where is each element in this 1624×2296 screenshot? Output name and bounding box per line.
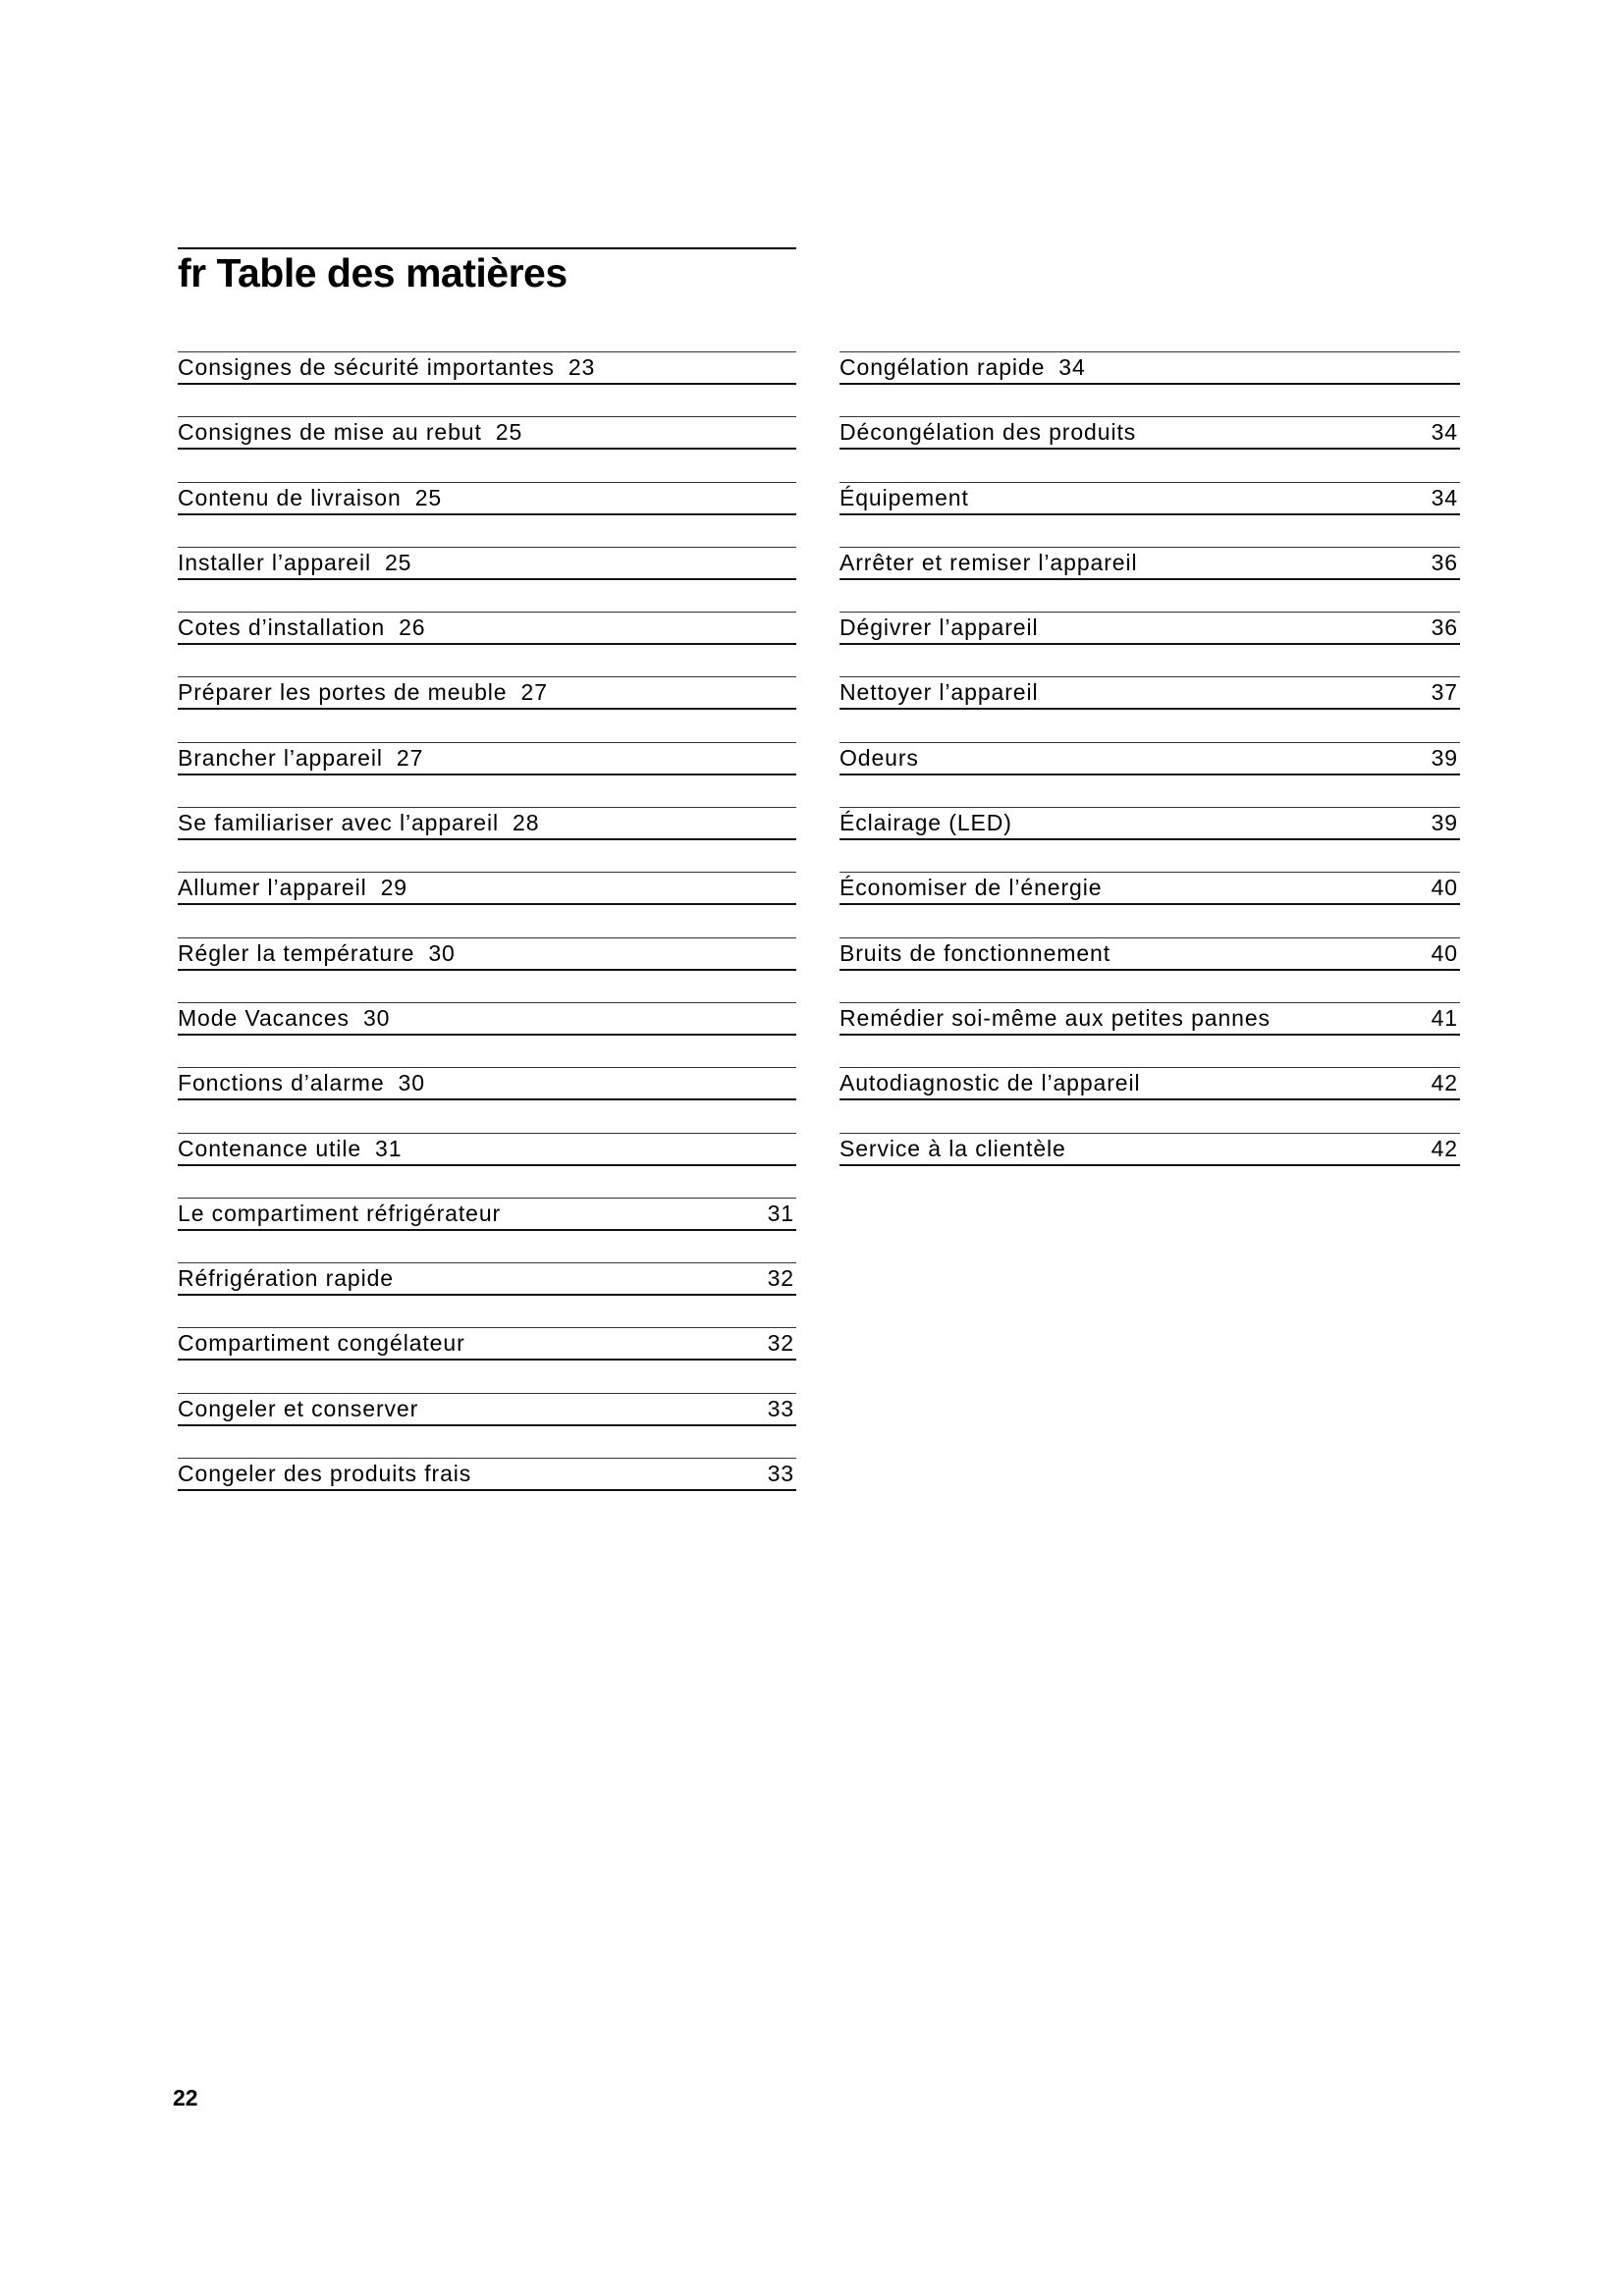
- toc-entry-label: Se familiariser avec l’appareil: [178, 810, 500, 836]
- toc-entry-text: [178, 1005, 390, 1032]
- toc-entry-label: Décongélation des produits: [839, 419, 1137, 446]
- toc-entry-page: 34: [1058, 354, 1086, 380]
- toc-entry-label: Brancher l’appareil: [178, 744, 383, 771]
- toc-column-right: [839, 351, 1460, 1198]
- toc-entry-page: 41: [1431, 1004, 1458, 1031]
- toc-column-left: [178, 351, 796, 1522]
- toc-entry-label: Installer l’appareil: [178, 549, 371, 575]
- toc-entry[interactable]: [839, 807, 1460, 840]
- toc-entry-page: 26: [399, 614, 426, 641]
- toc-entry-text: [178, 875, 407, 901]
- toc-entry[interactable]: [178, 1262, 796, 1296]
- toc-entry-page: 29: [380, 875, 407, 901]
- toc-entry-page: 25: [414, 484, 443, 510]
- toc-entry-label: Congélation rapide: [839, 354, 1046, 380]
- page-number: 22: [173, 2085, 198, 2110]
- toc-entry[interactable]: [178, 612, 796, 645]
- toc-entry[interactable]: [178, 351, 796, 385]
- toc-entry-page: 33: [767, 1395, 794, 1421]
- toc-entry[interactable]: [839, 676, 1460, 710]
- toc-entry-page: 31: [375, 1135, 403, 1161]
- toc-entry-label: Consignes de mise au rebut: [178, 419, 482, 446]
- toc-entry[interactable]: [178, 547, 796, 580]
- toc-entry-label: Régler la température: [178, 939, 415, 966]
- toc-entry-page: 34: [1431, 419, 1458, 446]
- toc-entry-page: 40: [1431, 939, 1458, 966]
- toc-entry-page: 33: [767, 1461, 794, 1487]
- toc-entry-page: 34: [1431, 484, 1458, 510]
- toc-entry[interactable]: [178, 1002, 796, 1036]
- toc-entry-text: [178, 679, 548, 706]
- toc-entry-page: 27: [396, 744, 424, 771]
- toc-entry-page: 32: [767, 1330, 794, 1357]
- toc-entry-text: [839, 354, 1086, 381]
- toc-entry[interactable]: [839, 1067, 1460, 1100]
- toc-entry[interactable]: [178, 1458, 796, 1491]
- toc-entry-label: Économiser de l’énergie: [839, 875, 1103, 901]
- toc-entry-page: 36: [1431, 549, 1458, 575]
- toc-entry[interactable]: [178, 1327, 796, 1361]
- toc-entry-text: [178, 614, 425, 641]
- toc-entry-text: [178, 550, 411, 576]
- toc-entry-label: Autodiagnostic de l’appareil: [839, 1070, 1141, 1096]
- toc-entry-label: Mode Vacances: [178, 1004, 350, 1031]
- toc-entry[interactable]: [178, 742, 796, 775]
- toc-entry[interactable]: [178, 1133, 796, 1166]
- toc-entry[interactable]: [839, 416, 1460, 450]
- toc-entry-text: [178, 1070, 425, 1096]
- toc-entry-label: Congeler des produits frais: [178, 1461, 472, 1487]
- toc-entry[interactable]: [178, 937, 796, 971]
- toc-entry[interactable]: [839, 1133, 1460, 1166]
- toc-entry-label: Allumer l’appareil: [178, 875, 367, 901]
- toc-entry-label: Préparer les portes de meuble: [178, 679, 508, 706]
- toc-entry[interactable]: [839, 482, 1460, 515]
- toc-entry-label: Odeurs: [839, 744, 919, 771]
- toc-entry-label: Bruits de fonctionnement: [839, 939, 1111, 966]
- toc-entry-label: Contenu de livraison: [178, 484, 402, 510]
- toc-entry-page: 30: [428, 939, 456, 966]
- toc-entry[interactable]: [178, 1393, 796, 1426]
- toc-entry-page: 32: [767, 1265, 794, 1292]
- toc-entry-page: 42: [1431, 1070, 1458, 1096]
- toc-entry[interactable]: [839, 872, 1460, 905]
- toc-entry[interactable]: [178, 676, 796, 710]
- toc-entry-page: 31: [767, 1200, 794, 1226]
- toc-entry-label: Service à la clientèle: [839, 1135, 1066, 1161]
- toc-entry-page: 30: [362, 1004, 391, 1031]
- toc-entry-page: 39: [1431, 744, 1458, 771]
- toc-entry-page: 27: [520, 679, 548, 706]
- toc-entry-text: [178, 1136, 402, 1162]
- toc-entry-page: 36: [1431, 614, 1458, 641]
- toc-entry[interactable]: [839, 742, 1460, 775]
- toc-entry-label: Éclairage (LED): [839, 810, 1012, 836]
- toc-entry[interactable]: [178, 1067, 796, 1100]
- toc-entry[interactable]: [839, 1002, 1460, 1036]
- toc-entry[interactable]: [839, 351, 1460, 385]
- toc-entry[interactable]: [839, 937, 1460, 971]
- toc-entry[interactable]: [178, 807, 796, 840]
- toc-entry-text: [178, 485, 442, 511]
- toc-entry-page: 25: [495, 419, 523, 446]
- toc-entry-label: Congeler et conserver: [178, 1395, 419, 1421]
- toc-entry[interactable]: [178, 482, 796, 515]
- toc-entry-label: Nettoyer l’appareil: [839, 679, 1039, 706]
- toc-entry[interactable]: [839, 547, 1460, 580]
- toc-entry[interactable]: [839, 612, 1460, 645]
- toc-entry[interactable]: [178, 1198, 796, 1231]
- toc-entry-label: Le compartiment réfrigérateur: [178, 1200, 502, 1226]
- toc-entry-label: Équipement: [839, 484, 969, 510]
- toc-entry-label: Fonctions d’alarme: [178, 1070, 385, 1096]
- toc-entry-text: [178, 940, 456, 967]
- toc-entry-page: 25: [384, 549, 412, 575]
- toc-entry-label: Réfrigération rapide: [178, 1265, 395, 1292]
- toc-entry-page: 30: [398, 1070, 425, 1096]
- page-title: fr Table des matières: [178, 250, 568, 295]
- toc-entry-label: Dégivrer l’appareil: [839, 614, 1039, 641]
- toc-entry[interactable]: [178, 872, 796, 905]
- toc-entry-label: Consignes de sécurité importantes: [178, 354, 555, 380]
- toc-entry-text: [178, 419, 522, 446]
- toc-entry-label: Cotes d’installation: [178, 614, 386, 641]
- toc-entry-label: Contenance utile: [178, 1135, 362, 1161]
- toc-entry-page: 28: [513, 810, 540, 836]
- toc-entry-text: [178, 745, 423, 772]
- toc-entry-page: 39: [1431, 810, 1458, 836]
- toc-entry-page: 42: [1431, 1135, 1458, 1161]
- toc-entry-page: 37: [1431, 679, 1458, 706]
- toc-entry-label: Remédier soi-même aux petites pannes: [839, 1004, 1271, 1031]
- toc-entry-page: 23: [568, 354, 596, 380]
- toc-entry-page: 40: [1431, 875, 1458, 901]
- toc-entry-label: Arrêter et remiser l’appareil: [839, 549, 1138, 575]
- toc-entry-label: Compartiment congélateur: [178, 1330, 465, 1357]
- toc-entry[interactable]: [178, 416, 796, 450]
- toc-entry-text: [178, 354, 595, 381]
- toc-entry-text: [178, 810, 539, 836]
